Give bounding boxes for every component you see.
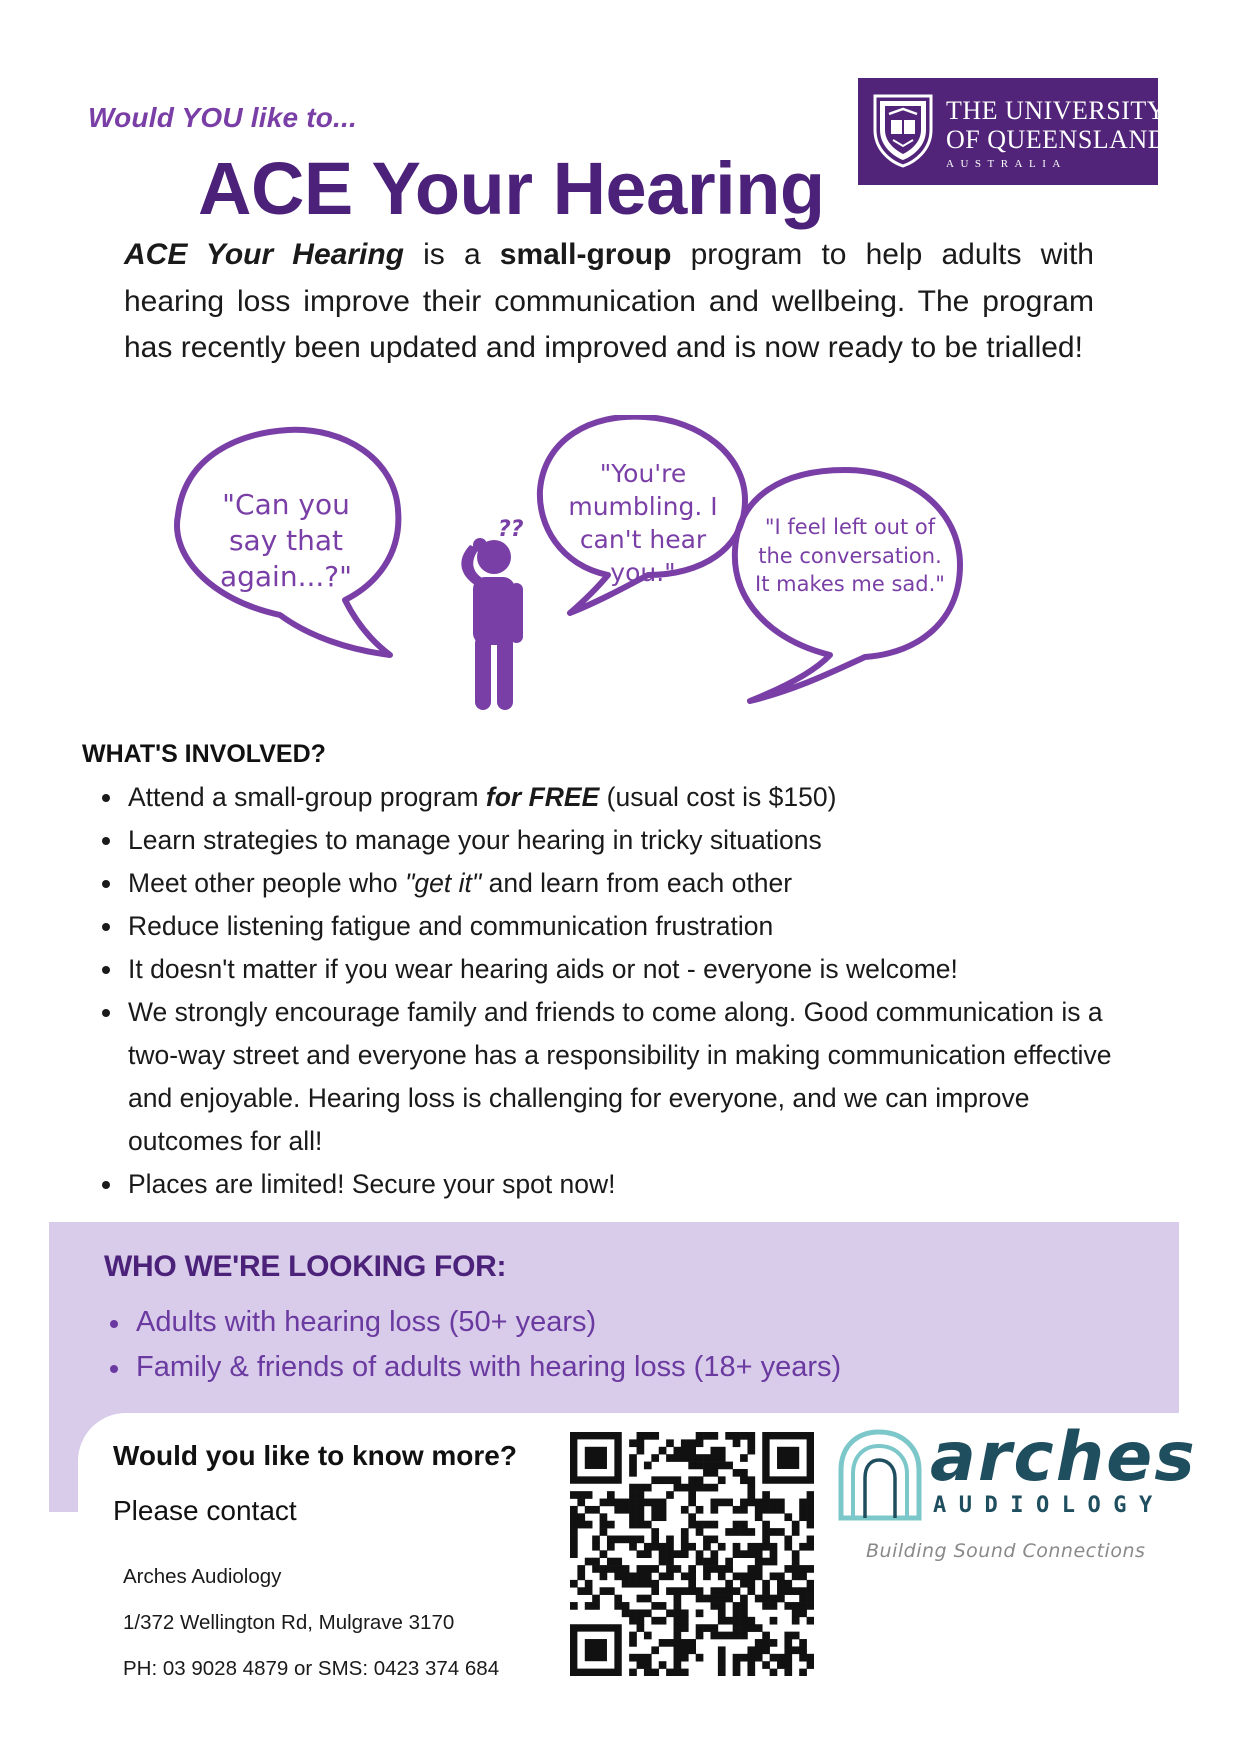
bubble-2-text: "You're mumbling. I can't hear you." — [568, 459, 718, 587]
whats-involved-heading: WHAT'S INVOLVED? — [82, 740, 326, 768]
intro-tagline: Would YOU like to... — [88, 102, 357, 133]
whats-involved-list — [96, 776, 1146, 1206]
bubble-1-text: "Can you say that again...?" — [219, 488, 353, 593]
qr-code[interactable] — [570, 1432, 814, 1676]
intro-paragraph — [124, 232, 1094, 372]
list-item: Adults with hearing loss (50+ years) — [104, 1300, 841, 1345]
para-part2: program to help adults with hearing loss improve their communication and wellbeing. The program has recently been updated and improved and is now ready to be trialled! — [124, 238, 1094, 364]
who-heading: WHO WE'RE LOOKING FOR: — [104, 1250, 507, 1283]
arches-tagline: Building Sound Connections — [866, 1540, 1146, 1562]
list-item: We strongly encourage family and friends to come along. Good communication is a two-way street and everyone has a responsibility in making communication effective and enjoyable. Hearing loss is challenging for everyone, and we can improve outcomes for all! — [96, 991, 1146, 1163]
list-item: Family & friends of adults with hearing loss (18+ years) — [104, 1345, 841, 1390]
contact-heading: Would you like to know more? — [113, 1440, 517, 1471]
speech-illustration — [170, 415, 1070, 725]
arches-mark-icon — [835, 1426, 925, 1526]
program-name: ACE Your Hearing — [124, 238, 404, 271]
para-emphasis: small-group — [499, 238, 672, 271]
uq-name-line3: AUSTRALIA — [946, 158, 1067, 170]
list-item: Meet other people who "get it" and learn from each other — [96, 862, 1146, 905]
contact-please: Please contact — [113, 1495, 297, 1526]
page-title: ACE Your Hearing — [198, 147, 825, 230]
uq-name-line2: OF QUEENSLAND — [946, 125, 1167, 154]
arches-wordmark: arches — [930, 1418, 1197, 1497]
arches-submark: AUDIOLOGY — [933, 1493, 1165, 1518]
uq-logo — [858, 78, 1167, 185]
list-item: It doesn't matter if you wear hearing aids or not - everyone is welcome! — [96, 948, 1146, 991]
confused-marks: ?? — [498, 517, 524, 542]
confused-person-icon — [461, 538, 523, 710]
list-item: Learn strategies to manage your hearing in tricky situations — [96, 819, 1146, 862]
uq-name-line1: THE UNIVERSITY — [946, 96, 1167, 125]
para-part1: is a — [404, 238, 500, 271]
list-item: Reduce listening fatigue and communication frustration — [96, 905, 1146, 948]
contact-address: 1/372 Wellington Rd, Mulgrave 3170 — [123, 1611, 455, 1634]
contact-phone: PH: 03 9028 4879 or SMS: 0423 374 684 — [123, 1657, 500, 1680]
arches-logo — [835, 1418, 1197, 1526]
list-item: Places are limited! Secure your spot now! — [96, 1163, 1146, 1206]
bubble-3-text: "I feel left out of the conversation. It makes me sad." — [755, 515, 945, 596]
contact-org: Arches Audiology — [123, 1565, 282, 1588]
list-item: Attend a small-group program for FREE (usual cost is $150) — [96, 776, 1146, 819]
who-list — [104, 1300, 841, 1390]
uq-crest-icon — [871, 92, 935, 168]
